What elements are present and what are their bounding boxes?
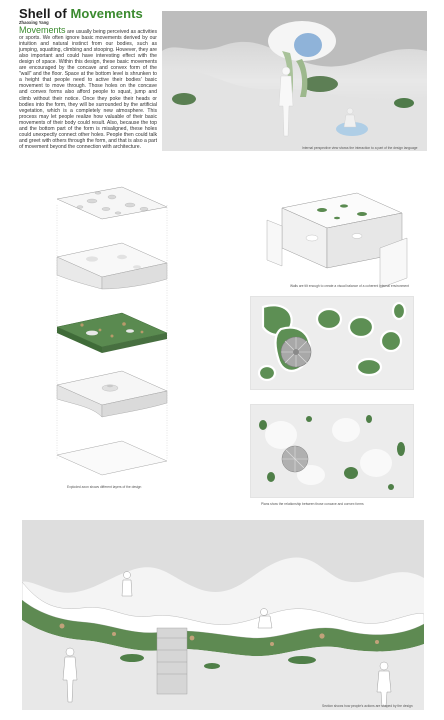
layer-lower-shell	[57, 371, 167, 417]
title-part-2: Movements	[70, 6, 143, 21]
spiral-stair-icon	[281, 337, 311, 367]
spiral-stair-icon-lower	[282, 446, 308, 472]
plan-lower-image	[251, 405, 413, 497]
caption-axon: Walls are tilt enough to create a visual balance of a coherent internal environment	[290, 284, 410, 288]
page-title	[19, 6, 143, 21]
caption-exploded: Exploded axon shows different layers of the design	[67, 485, 142, 489]
perspective-render	[162, 11, 427, 151]
caption-perspective: Internal perspective view shows the interaction to a part of the design language	[302, 146, 418, 150]
author-name: Zhaoxing Yang	[19, 20, 49, 25]
intro-body: are usually being perceived as activities or sports. We often ignore basic movements derived by our intuition and natural instinct from our bodies, such as jumping, squatting, climbing and stooping. However, they are also important and could have interesting effect with the design of space. Within this design, these basic movements are encouraged by the concave and convex form of the "wall" and the floor. Space at the bottom level is shrunken to a height that people need to active their bodies' basic movement to move through. Those holes on the concave and convex forms also afford people to squat, jump and climb without their notice. Once they poke their heads or bodies into the form, they will be surrounded by the artificial vegetation, which is a completely new atmosphere. This process may let people realize how valuable of their basic movements of their body could result. Also, because the top and the bottom part of the form is misaligned, these holes could unexpectly connect other holes. People then could talk and greet with others through the form, and that is also a part of movement beyond the connection with architecture.	[19, 29, 157, 150]
exploded-axon	[52, 185, 172, 490]
section-view	[22, 520, 424, 710]
caption-plans: Plans show the relationship between those concave and convex forms	[261, 502, 364, 506]
layer-roof	[57, 187, 167, 219]
layer-base	[57, 441, 167, 475]
plan-upper-image	[251, 297, 413, 389]
intro-lead-word: Movements	[19, 25, 66, 35]
perspective-image	[162, 11, 427, 151]
plan-upper	[250, 296, 414, 390]
caption-section: Section shows how people's actions are shaped by the design	[322, 704, 413, 708]
axon-view	[262, 188, 412, 288]
layer-upper-shell	[57, 243, 167, 289]
title-part-1: Shell of	[19, 6, 71, 21]
exploded-axon-image	[52, 185, 172, 490]
axon-view-image	[262, 188, 412, 288]
layer-vegetation	[57, 313, 167, 353]
section-stair	[157, 628, 187, 694]
intro-paragraph	[19, 26, 157, 150]
section-image	[22, 520, 424, 710]
plan-lower	[250, 404, 414, 506]
